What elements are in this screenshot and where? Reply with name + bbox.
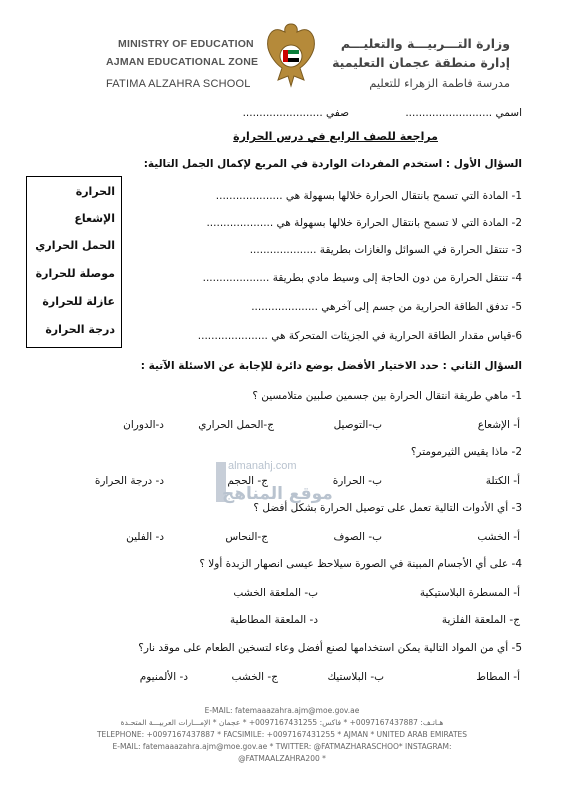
- s2-question-3: 3- أي الأدوات التالية تعمل على توصيل الحرارة بشكل أفضل ؟: [253, 502, 522, 514]
- option-b: ب- الملعقة الخشب: [233, 587, 318, 599]
- footer-email: E-MAIL: fatemaaazahra.ajm@moe.gov.ae: [204, 706, 360, 715]
- option-a: أ- الخشب: [477, 531, 520, 543]
- option-c: ج-النحاس: [225, 531, 268, 543]
- footer-telephone: TELEPHONE: +0097167437887 * FACSIMILE: +0097167431255 * AJMAN * UNITED ARAB EMIRATES: [96, 730, 468, 739]
- watermark-arabic: موقع المناهج: [222, 484, 333, 504]
- option-c: ج-الحمل الحراري: [198, 419, 274, 431]
- word-box-item: الحمل الحراري: [35, 239, 115, 252]
- word-box-item: موصلة للحرارة: [35, 267, 115, 280]
- word-box-item: عازلة للحرارة: [42, 295, 115, 308]
- word-box-item: الحرارة: [75, 185, 115, 198]
- option-b: ب-التوصيل: [333, 419, 382, 431]
- s2-question-5: 5- أي من المواد التالية يمكن استخدامها لصنع أفضل وعاء لتسخين الطعام على موقد نار؟: [138, 642, 522, 654]
- s1-question-2: 2- المادة التي لا تسمح بانتقال الحرارة خلالها بسهولة هي ....................: [206, 217, 522, 229]
- option-a: أ- المسطرة البلاستيكية: [419, 587, 520, 599]
- option-c: ج- الخشب: [231, 671, 278, 683]
- s1-question-3: 3- تنتقل الحرارة في السوائل والغازات بطريقة ....................: [249, 244, 522, 256]
- footer-social: E-MAIL: fatemaaazahra.ajm@moe.gov.ae * TWITTER: @FATMAZHARASCHOO* INSTAGRAM:: [112, 742, 452, 751]
- option-b: ب- الحرارة: [332, 475, 382, 487]
- footer-instagram: @FATMAALZAHRA200 *: [238, 754, 326, 763]
- header-ministry-en: MINISTRY OF EDUCATION: [118, 38, 254, 50]
- option-d: د- الفلين: [126, 531, 164, 543]
- s2-question-2: 2- ماذا يقيس الثيرمومتر؟: [410, 446, 522, 458]
- option-d: د- الألمنيوم: [139, 671, 188, 683]
- option-b: ب- الصوف: [333, 531, 382, 543]
- name-field: اسمي ..........................: [405, 107, 522, 119]
- option-d: د-الدوران: [123, 419, 164, 431]
- section2-heading: السؤال الثاني : حدد الاختيار الأفضل بوضع دائرة للإجابة عن الاسئلة الآتية :: [140, 360, 522, 372]
- header-school-ar: مدرسة فاطمة الزهراء للتعليم: [369, 76, 510, 90]
- s1-question-6: 6-قياس مقدار الطاقة الحرارية في الجزيئات المتحركة هي .....................: [197, 330, 522, 342]
- header-ministry-ar: وزارة التـــربيـــة والتعليـــم: [340, 36, 510, 51]
- s1-question-1: 1- المادة التي تسمح بانتقال الحرارة خلالها بسهولة هي ....................: [215, 190, 522, 202]
- s1-question-5: 5- تدفق الطاقة الحرارية من جسم إلى آخرهي ....................: [251, 301, 522, 313]
- header-zone-ar: إدارة منطقة عجمان التعليمية: [332, 55, 510, 70]
- word-box: [26, 176, 122, 348]
- watermark-url: almanahj.com: [228, 460, 297, 472]
- s1-question-4: 4- تنتقل الحرارة من دون الحاجة إلى وسيط مادي بطريقة ....................: [202, 272, 522, 284]
- uae-emblem-icon: [262, 20, 320, 94]
- option-a: أ- الكتلة: [485, 475, 520, 487]
- header-zone-en: AJMAN EDUCATIONAL ZONE: [106, 56, 259, 68]
- option-a: أ- المطاط: [476, 671, 520, 683]
- section1-heading: السؤال الأول : استخدم المفردات الواردة في المربع لإكمال الجمل التالية:: [143, 158, 522, 170]
- option-d: د- درجة الحرارة: [94, 475, 164, 487]
- option-c: ج- الحجم: [227, 475, 268, 487]
- s2-question-1: 1- ماهي طريقة انتقال الحرارة بين جسمين صلبين متلامسين ؟: [252, 390, 522, 402]
- option-d: د- الملعقة المطاطية: [230, 614, 318, 626]
- s2-question-4: 4- على أي الأجسام المبينة في الصورة سيلاحظ عيسى انصهار الزبدة أولا ؟: [199, 558, 522, 570]
- option-b: ب- البلاستيك: [327, 671, 384, 683]
- page-title: مراجعة للصف الرابع في درس الحرارة: [233, 130, 438, 143]
- option-c: ج- الملعقة الفلزية: [441, 614, 520, 626]
- word-box-item: درجة الحرارة: [45, 323, 115, 336]
- footer-arabic: هـاتـف: 0097167437887+ * فاكس: 0097167431255+ * عجمان * الإمـــارات العربيـــة المتحـدة: [120, 718, 444, 727]
- class-field: صفي ........................: [242, 107, 349, 119]
- header-school-en: FATIMA ALZAHRA SCHOOL: [106, 78, 251, 90]
- word-box-item: الإشعاع: [74, 212, 115, 225]
- option-a: أ- الإشعاع: [477, 419, 520, 431]
